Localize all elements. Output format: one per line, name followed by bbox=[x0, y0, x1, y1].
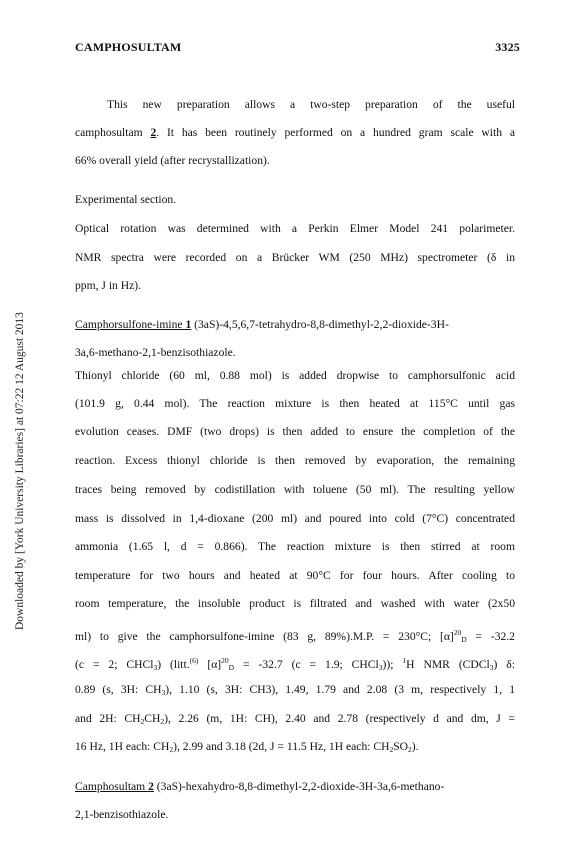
imine-para-10: ml) to give the camphorsulfone-imine (83 g, 89%).M.P. = 230°C; $[\alpha]^{20}_D = -32.2$ bbox=[75, 628, 515, 644]
intro-line-2: camphosultam 2. It has been routinely performed on a hundred gram scale with a bbox=[75, 126, 515, 139]
exp-line-2: NMR spectra were recorded on a Brücker WM (250 MHz) spectrometer (δ in bbox=[75, 251, 515, 264]
section-heading: Experimental section. bbox=[75, 193, 177, 206]
sultam-title: Camphosultam 2 (3aS)-hexahydro-8,8-dimethyl-2,2-dioxide-3H-3a,6-methano- bbox=[75, 780, 445, 793]
imine-para-11: (c = 2; CHCl$_3$) (litt.$^{(6)}$ $[\alpha]^{20}_D = -32.7$ (c = 1.9; CHCl$_3$)); $^1$H NMR (CDCl$_3$) δ: bbox=[75, 656, 515, 672]
imine-para-13: and 2H: $CH_2CH_2$), 2.26 (m, 1H: CH), 2.40 and 2.78 (respectively d and dm, J = bbox=[75, 712, 515, 726]
imine-title-2: 3a,6-methano-2,1-benzisothiazole. bbox=[75, 346, 236, 359]
imine-para-3: evolution ceases. DMF (two drops) is then added to ensure the completion of the bbox=[75, 425, 515, 438]
imine-para-14: 16 Hz, 1H each: $CH_2$), 2.99 and 3.18 (2d, J = 11.5 Hz, 1H each: $CH_2SO_2$). bbox=[75, 740, 419, 754]
download-watermark: Downloaded by [York University Libraries] at 07:22 12 August 2013 bbox=[14, 312, 26, 630]
page-number: 3325 bbox=[495, 40, 520, 54]
imine-para-12: 0.89 (s, 3H: $CH_3$), 1.10 (s, 3H: CH3), 1.49, 1.79 and 2.08 (3 m, respectively 1, 1 bbox=[75, 683, 515, 697]
intro-line-3: 66% overall yield (after recrystallization). bbox=[75, 154, 270, 167]
header-title: CAMPHOSULTAM bbox=[75, 40, 182, 54]
imine-para-1: Thionyl chloride (60 ml, 0.88 mol) is added dropwise to camphorsulfonic acid bbox=[75, 369, 515, 382]
imine-para-9: room temperature, the insoluble product is filtrated and washed with water (2x50 bbox=[75, 597, 515, 610]
imine-para-6: mass is dissolved in 1,4-dioxane (200 ml) and poured into cold (7°C) concentrated bbox=[75, 512, 515, 525]
intro-line-1: This new preparation allows a two-step preparation of the useful bbox=[107, 98, 515, 111]
running-header bbox=[75, 40, 520, 55]
imine-title: Camphorsulfone-imine 1 (3aS)-4,5,6,7-tetrahydro-8,8-dimethyl-2,2-dioxide-3H- bbox=[75, 318, 449, 331]
exp-line-3: ppm, J in Hz). bbox=[75, 279, 142, 292]
imine-para-4: reaction. Excess thionyl chloride is then removed by evaporation, the remaining bbox=[75, 454, 515, 467]
sultam-title-2: 2,1-benzisothiazole. bbox=[75, 808, 169, 821]
imine-para-5: traces being removed by codistillation with toluene (50 ml). The resulting yellow bbox=[75, 483, 515, 496]
imine-para-8: temperature for two hours and heated at 90°C for four hours. After cooling to bbox=[75, 569, 515, 582]
exp-line-1: Optical rotation was determined with a Perkin Elmer Model 241 polarimeter. bbox=[75, 222, 515, 235]
compound-2-ref: 2 bbox=[150, 126, 157, 139]
imine-para-2: (101.9 g, 0.44 mol). The reaction mixture is then heated at 115°C until gas bbox=[75, 397, 515, 410]
imine-para-7: ammonia (1.65 l, d = 0.866). The reaction mixture is then stirred at room bbox=[75, 540, 515, 553]
